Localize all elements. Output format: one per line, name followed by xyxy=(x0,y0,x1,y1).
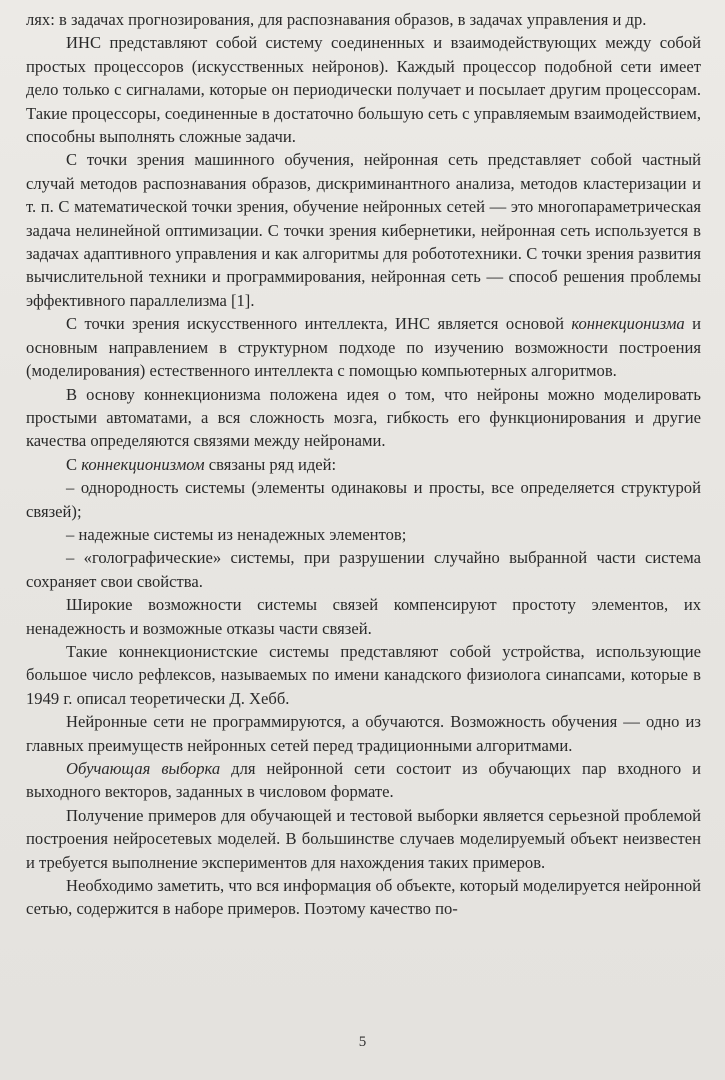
text-run: С точки зрения машинного обучения, нейронная сеть представляет собой частный случай методов распознавания образов, дискриминантного анализа, методов кластеризации и т. п. С математической точки зрения, обучение нейронных сетей — это многопараметрическая задача нелинейной оптимизации. С точки зрения кибернетики, нейронная сеть используется в задачах адаптивного управления и как алгоритмы для робототехники. С точки зрения развития вычислительной техники и программирования, нейронная сеть — способ решения проблемы эффективного параллелизма [1]. xyxy=(26,150,701,310)
italic-term: коннекционизмом xyxy=(81,454,205,474)
text-run: – «голографические» системы, при разрушении случайно выбранной части система сохраняет свои свойства. xyxy=(26,548,701,591)
paragraph xyxy=(26,476,701,523)
text-run: – надежные системы из ненадежных элементов; xyxy=(66,524,407,544)
paragraph xyxy=(26,31,701,148)
paragraph xyxy=(26,383,701,453)
text-run: и основным направлением в структурном подходе по изучению возможности построения (моделирования) естественного интеллекта с помощью компьютерных алгоритмов. xyxy=(26,314,701,381)
paragraph xyxy=(26,757,701,804)
paragraph xyxy=(26,523,701,546)
text-run: лях: в задачах прогнозирования, для распознавания образов, в задачах управления и др. xyxy=(26,10,647,29)
italic-term: коннекционизма xyxy=(571,314,685,334)
paragraph xyxy=(26,804,701,874)
text-run: В основу коннекционизма положена идея о том, что нейроны можно моделировать простыми автоматами, а вся сложность мозга, гибкость его функционирования и другие качества определяются связями между нейронами. xyxy=(26,384,701,451)
text-run: С xyxy=(66,454,82,474)
paragraph xyxy=(26,546,701,593)
paragraph xyxy=(26,710,701,757)
paragraph xyxy=(26,593,701,640)
paragraph xyxy=(26,640,701,710)
text-run: ИНС представляют собой систему соединенных и взаимодействующих между собой простых процессоров (искусственных нейронов). Каждый процессор подобной сети имеет дело только с сигналами, которые он периодически получает и посылает другим процессорам. Такие процессоры, соединенные в достаточно большую сеть с управляемым взаимодействием, способны выполнять сложные задачи. xyxy=(26,33,701,147)
text-run: – однородность системы (элементы одинаковы и просты, все определяется структурой связей); xyxy=(26,478,701,521)
paragraph xyxy=(26,312,701,382)
paragraph xyxy=(26,453,701,476)
page-number: 5 xyxy=(358,1034,367,1050)
text-run: связаны ряд идей: xyxy=(204,454,337,474)
body-text xyxy=(26,8,701,921)
text-run: С точки зрения искусственного интеллекта, ИНС является основой xyxy=(66,314,572,334)
text-run: Получение примеров для обучающей и тестовой выборки является серьезной проблемой построения нейросетевых моделей. В большинстве случаев моделируемый объект неизвестен и требуется выполнение экспериментов для нахождения таких примеров. xyxy=(26,805,701,872)
text-run: Необходимо заметить, что вся информация об объекте, который моделируется нейронной сетью, содержится в наборе примеров. Поэтому качество по- xyxy=(26,876,701,919)
paragraph xyxy=(26,874,701,921)
text-run: для нейронной сети состоит из обучающих пар входного и выходного векторов, заданных в числовом формате. xyxy=(26,759,701,802)
text-run: Широкие возможности системы связей компенсируют простоту элементов, их ненадежность и возможные отказы части связей. xyxy=(26,595,701,638)
italic-term: Обучающая выборка xyxy=(66,759,221,778)
paragraph xyxy=(26,8,701,31)
text-run: Такие коннекционистские системы представляют собой устройства, использующие большое число рефлексов, называемых по имени канадского физиолога синапсами, которые в 1949 г. описал теоретически Д. Хебб. xyxy=(26,641,701,708)
text-run: Нейронные сети не программируются, а обучаются. Возможность обучения — одно из главных преимуществ нейронных сетей перед традиционными алгоритмами. xyxy=(26,712,701,755)
paragraph xyxy=(26,148,701,312)
